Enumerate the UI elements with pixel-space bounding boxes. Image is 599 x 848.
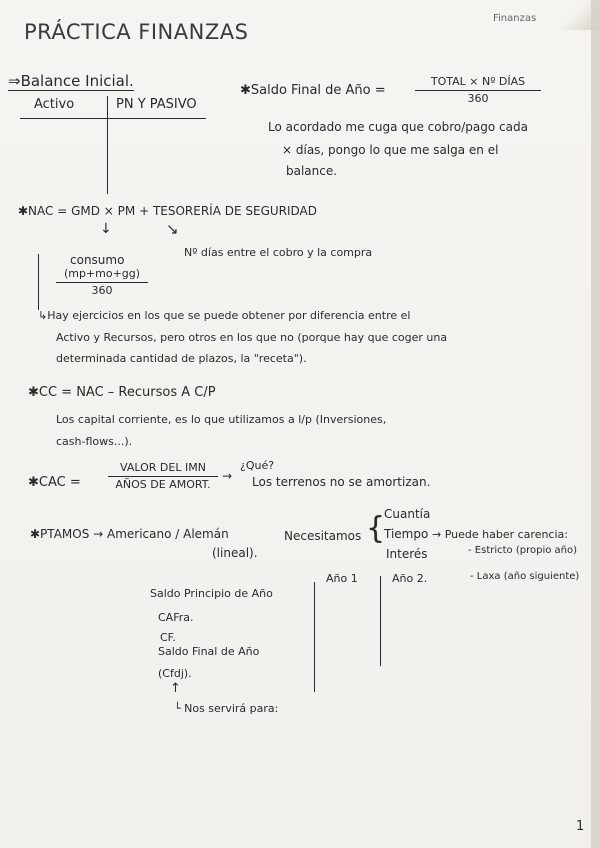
nac-arrow-diag: ↘: [166, 220, 179, 238]
saldo-note-2: × días, pongo lo que me salga en el: [282, 143, 499, 157]
nac-note-2: Activo y Recursos, pero otros en los que no (porque hay que coger una: [56, 331, 448, 344]
t-account-vertical: [107, 96, 108, 194]
ptamos-laxa: - Laxa (año siguiente): [470, 571, 580, 582]
gmd-fraction: [56, 268, 148, 297]
saldo-final-numerator: TOTAL × Nº DÍAS: [415, 76, 541, 91]
cc-note-1: Los capital corriente, es lo que utilizamos a l/p (Inversiones,: [56, 413, 387, 426]
corner-label: Finanzas: [493, 13, 537, 24]
ptamos-label: ✱PTAMOS → Americano / Alemán: [30, 527, 229, 541]
ptamos-interes: Interés: [386, 547, 428, 561]
ptamos-brace: {: [366, 511, 386, 546]
table-col-ano2: Año 2.: [392, 572, 428, 585]
table-divider-1: [314, 582, 315, 692]
table-note-text: Nos servirá para:: [184, 702, 279, 715]
balance-activo: Activo: [34, 97, 75, 112]
ptamos-lineal: (lineal).: [212, 546, 258, 560]
nac-arrow-down: ↓: [100, 221, 112, 237]
saldo-final-denominator: 360: [467, 91, 489, 105]
gmd-denominator: 360: [91, 283, 113, 297]
cac-fraction: [108, 462, 218, 491]
ptamos-necesitamos: Necesitamos: [284, 529, 362, 543]
ptamos-estricto: - Estricto (propio año): [468, 545, 578, 556]
saldo-final-fraction: [415, 76, 541, 105]
cac-note: Los terrenos no se amortizan.: [252, 475, 431, 489]
table-row-saldo-principio: Saldo Principio de Año: [150, 587, 273, 600]
cac-numerator: VALOR DEL IMN: [108, 462, 218, 477]
table-divider-2: [380, 576, 381, 666]
ptamos-carencia: → Puede haber carencia:: [432, 528, 568, 541]
nac-note-1: ↳Hay ejercicios en los que se puede obtener por diferencia entre el: [38, 309, 411, 322]
cc-note-2: cash-flows...).: [56, 435, 133, 448]
nac-formula: ✱NAC = GMD × PM + TESORERÍA DE SEGURIDAD: [18, 204, 318, 218]
cac-denominator: AÑOS DE AMORT.: [115, 477, 211, 491]
saldo-note-1: Lo acordado me cuga que cobro/pago cada: [268, 120, 528, 134]
nac-note-bracket: [38, 254, 39, 310]
saldo-final-label: ✱Saldo Final de Año =: [240, 83, 386, 98]
page-corner-shadow: [559, 0, 599, 30]
table-col-ano1: Año 1: [326, 572, 358, 585]
nac-pm-note: Nº días entre el cobro y la compra: [184, 246, 373, 259]
table-row-cfdj: (Cfdj).: [158, 667, 192, 680]
balance-pn-pasivo: PN Y PASIVO: [116, 97, 197, 112]
cac-arrow: →: [222, 469, 233, 483]
page-title: PRÁCTICA FINANZAS: [24, 20, 249, 44]
balance-heading-text: ⇒Balance Inicial.: [8, 72, 134, 90]
nac-note-3: determinada cantidad de plazos, la "receta").: [56, 352, 307, 365]
table-note: └ Nos servirá para:: [174, 702, 279, 715]
cc-formula: ✱CC = NAC – Recursos A C/P: [28, 385, 216, 400]
table-row-cafra: CAFra.: [158, 611, 194, 624]
gmd-consumo: consumo: [70, 253, 125, 267]
ptamos-cuantia: Cuantía: [384, 507, 431, 521]
cac-label: ✱CAC =: [28, 475, 81, 490]
page-edge: [591, 0, 599, 848]
t-account-horizontal: [20, 118, 206, 119]
saldo-note-3: balance.: [286, 164, 338, 178]
gmd-numerator: (mp+mo+gg): [56, 268, 148, 283]
table-row-cf: CF.: [160, 631, 176, 644]
balance-heading: [8, 74, 134, 89]
page-number: 1: [576, 819, 585, 834]
table-up-arrow: ↑: [170, 681, 181, 696]
cac-que: ¿Qué?: [240, 459, 275, 472]
ptamos-tiempo: Tiempo: [384, 527, 429, 541]
table-row-saldo-final: Saldo Final de Año: [158, 645, 260, 658]
